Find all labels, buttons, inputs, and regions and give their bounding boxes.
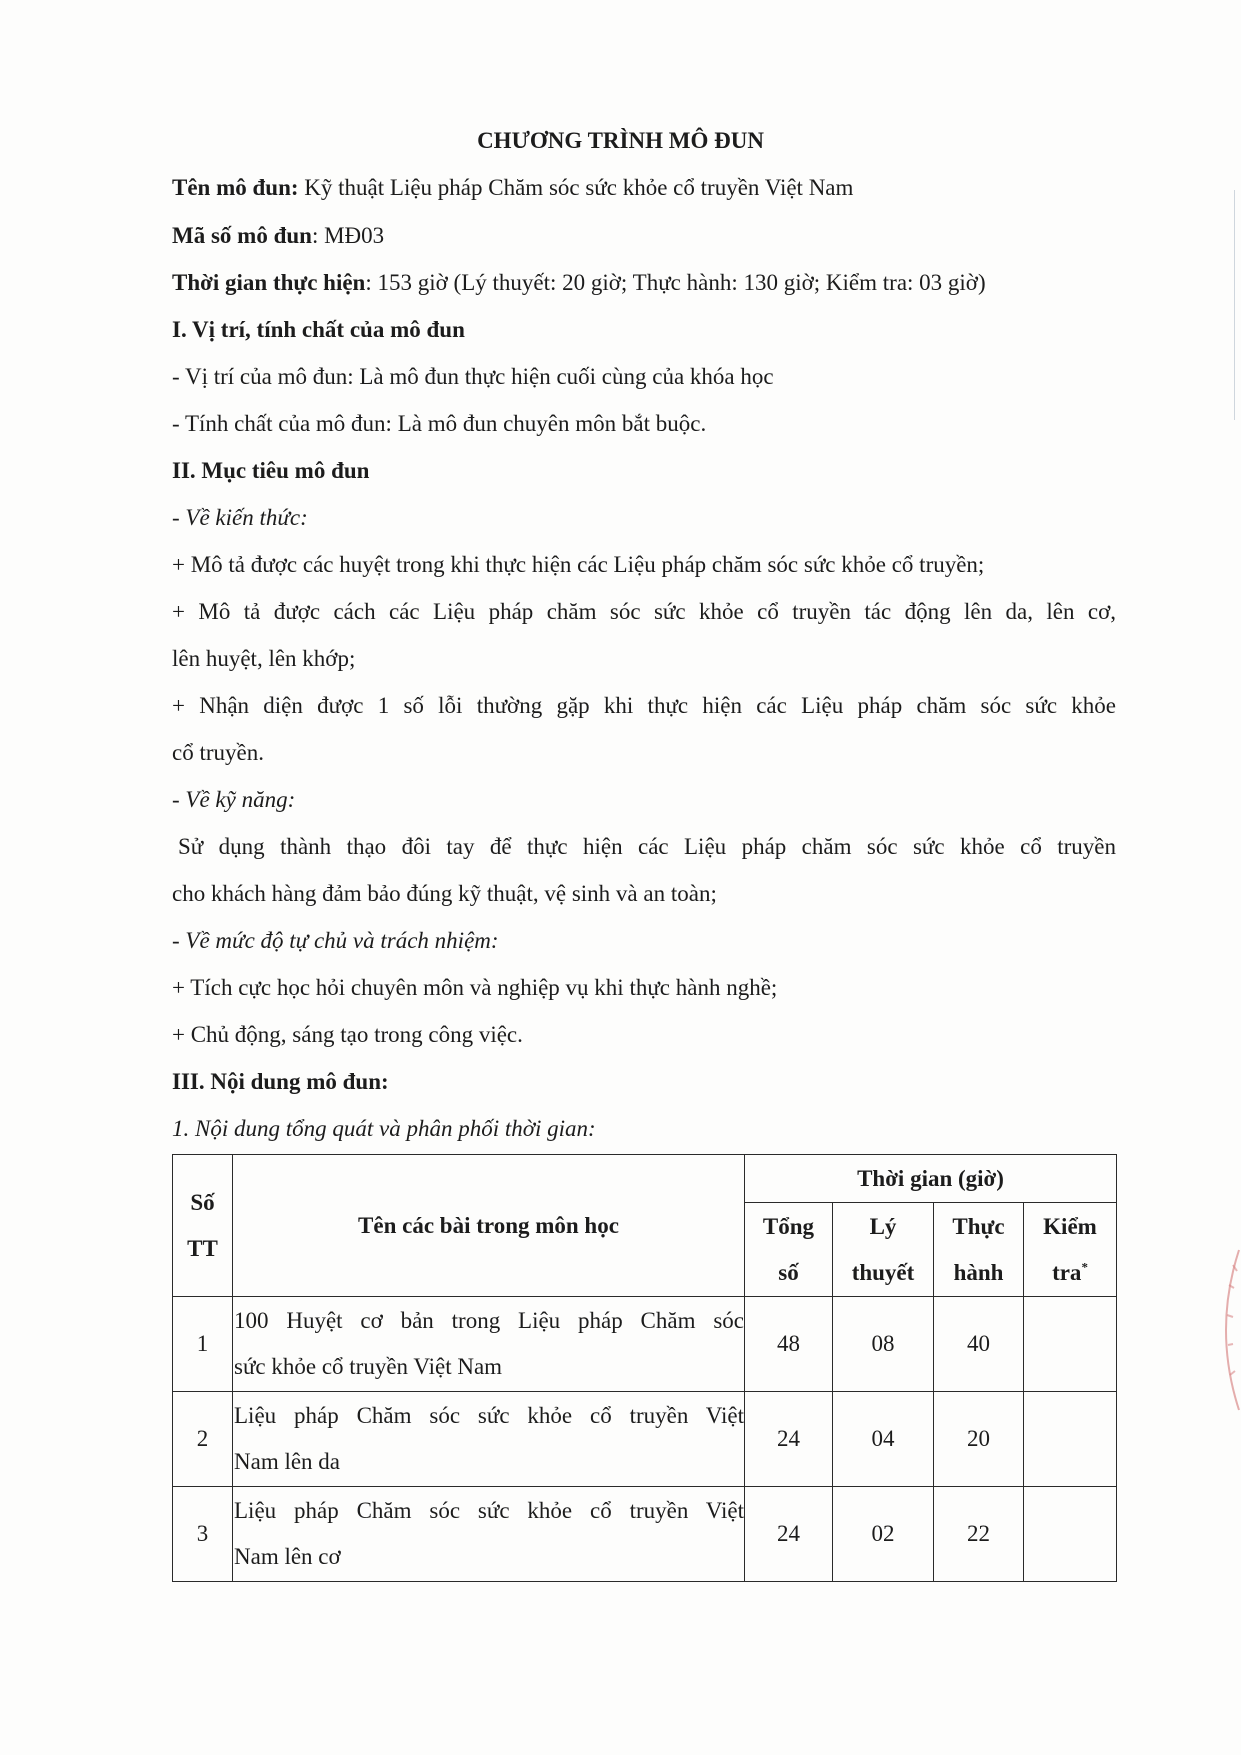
- row-practice: 20: [934, 1392, 1024, 1487]
- module-code: [172, 221, 384, 251]
- knowledge-label: - Về kiến thức:: [172, 505, 308, 530]
- header-practice: Thực hành: [934, 1203, 1024, 1297]
- seal-stamp-fragment: [1211, 1245, 1241, 1415]
- section2-heading: II. Mục tiêu mô đun: [172, 458, 370, 483]
- autonomy-label: - Về mức độ tự chủ và trách nhiệm:: [172, 928, 499, 953]
- table-header-row: [173, 1155, 1117, 1203]
- table-row: [173, 1392, 1117, 1487]
- row-test: [1024, 1392, 1117, 1487]
- header-time: Thời gian (giờ): [745, 1155, 1117, 1203]
- row-lesson-name: Liệu pháp Chăm sóc sức khỏe cổ truyền Việt Nam lên cơ: [233, 1487, 745, 1582]
- row-lesson-name: Liệu pháp Chăm sóc sức khỏe cổ truyền Việt Nam lên da: [233, 1392, 745, 1487]
- row-stt: 2: [173, 1392, 233, 1487]
- row-theory: 02: [833, 1487, 934, 1582]
- section3-subheading: 1. Nội dung tổng quát và phân phối thời gian:: [172, 1116, 596, 1141]
- header-stt: Số TT: [173, 1155, 233, 1297]
- row-total: 24: [745, 1392, 833, 1487]
- section1-heading: I. Vị trí, tính chất của mô đun: [172, 317, 465, 342]
- page-edge-mark: [1234, 190, 1235, 420]
- module-time: [172, 268, 986, 298]
- skill-label: - Về kỹ năng:: [172, 787, 296, 812]
- knowledge-item: lên huyệt, lên khớp;: [172, 646, 356, 671]
- table-row: [173, 1487, 1117, 1582]
- section3-heading: III. Nội dung mô đun:: [172, 1069, 389, 1094]
- knowledge-item: + Mô tả được cách các Liệu pháp chăm sóc sức khỏe cổ truyền tác động lên da, lên cơ,: [172, 599, 1116, 624]
- page-title: CHƯƠNG TRÌNH MÔ ĐUN: [477, 128, 764, 153]
- autonomy-item: + Tích cực học hỏi chuyên môn và nghiệp vụ khi thực hành nghề;: [172, 975, 778, 1000]
- module-code-value: : MĐ03: [311, 223, 385, 248]
- module-time-label: Thời gian thực hiện: [172, 270, 366, 295]
- header-test: Kiểm tra*: [1024, 1203, 1117, 1297]
- row-stt: 3: [173, 1487, 233, 1582]
- header-lesson-name: Tên các bài trong môn học: [233, 1155, 745, 1297]
- section1-item: - Vị trí của mô đun: Là mô đun thực hiện cuối cùng của khóa học: [172, 364, 774, 389]
- module-time-value: : 153 giờ (Lý thuyết: 20 giờ; Thực hành: 130 giờ; Kiểm tra: 03 giờ): [365, 270, 986, 295]
- row-total: 48: [745, 1297, 833, 1392]
- time-allocation-table: [172, 1154, 1117, 1582]
- row-test: [1024, 1487, 1117, 1582]
- skill-item: Sử dụng thành thạo đôi tay để thực hiện các Liệu pháp chăm sóc sức khỏe cổ truyền: [178, 834, 1116, 859]
- skill-item: cho khách hàng đảm bảo đúng kỹ thuật, vệ sinh và an toàn;: [172, 881, 717, 906]
- row-lesson-name: 100 Huyệt cơ bản trong Liệu pháp Chăm sóc sức khỏe cổ truyền Việt Nam: [233, 1297, 745, 1392]
- row-stt: 1: [173, 1297, 233, 1392]
- autonomy-item: + Chủ động, sáng tạo trong công việc.: [172, 1022, 523, 1047]
- row-practice: 22: [934, 1487, 1024, 1582]
- module-name-label: Tên mô đun:: [172, 175, 299, 200]
- module-name: [172, 173, 853, 203]
- module-name-value: Kỹ thuật Liệu pháp Chăm sóc sức khỏe cổ truyền Việt Nam: [298, 175, 854, 200]
- row-total: 24: [745, 1487, 833, 1582]
- row-test: [1024, 1297, 1117, 1392]
- header-total: Tổng số: [745, 1203, 833, 1297]
- module-code-label: Mã số mô đun: [172, 223, 312, 248]
- header-theory: Lý thuyết: [833, 1203, 934, 1297]
- row-practice: 40: [934, 1297, 1024, 1392]
- section1-item: - Tính chất của mô đun: Là mô đun chuyên môn bắt buộc.: [172, 411, 707, 436]
- row-theory: 08: [833, 1297, 934, 1392]
- knowledge-item: + Mô tả được các huyệt trong khi thực hiện các Liệu pháp chăm sóc sức khỏe cổ truyền;: [172, 552, 985, 577]
- knowledge-item: + Nhận diện được 1 số lỗi thường gặp khi thực hiện các Liệu pháp chăm sóc sức khỏe: [172, 693, 1116, 718]
- row-theory: 04: [833, 1392, 934, 1487]
- knowledge-item: cổ truyền.: [172, 740, 264, 765]
- table-row: [173, 1297, 1117, 1392]
